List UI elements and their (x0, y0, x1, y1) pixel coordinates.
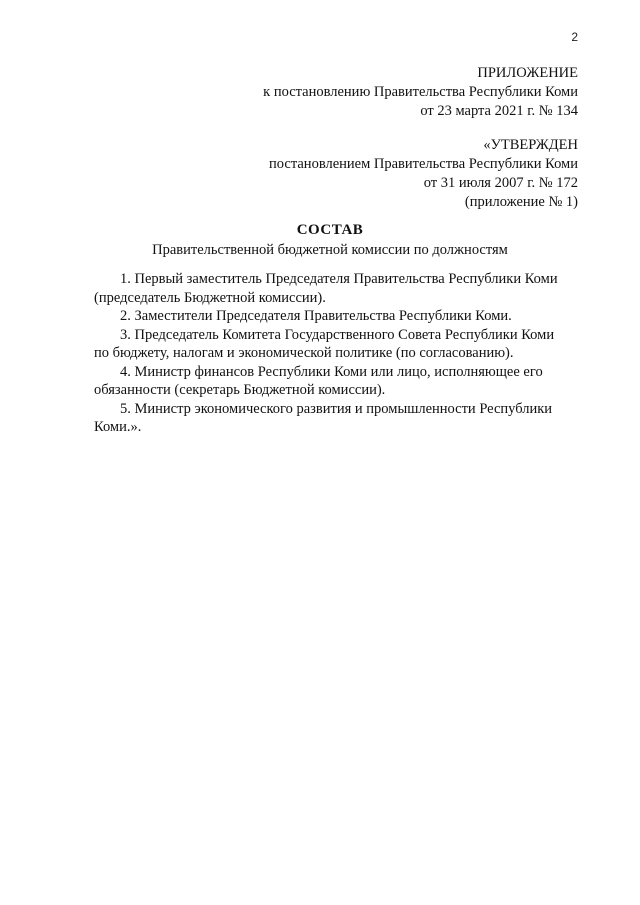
appendix-date: от 23 марта 2021 г. № 134 (420, 103, 578, 119)
list-item-first-line: 3. Председатель Комитета Государственного Совета Республики Коми (120, 326, 555, 343)
approved-annex: (приложение № 1) (464, 194, 578, 210)
list-item-continuation: обязанности (секретарь Бюджетной комиссии). (94, 382, 386, 398)
list-item (94, 326, 578, 363)
approved-title: «УТВЕРЖДЕН (483, 137, 578, 153)
list-item-first-line: 1. Первый заместитель Председателя Правительства Республики Коми (120, 271, 558, 287)
approved-reference: постановлением Правительства Республики Коми (269, 156, 578, 172)
appendix-reference: к постановлению Правительства Республики Коми (263, 84, 578, 100)
list-item (94, 307, 578, 326)
title-main: СОСТАВ (296, 222, 364, 238)
list-item-continuation: Коми.». (94, 419, 142, 435)
approved-date: от 31 июля 2007 г. № 172 (423, 175, 578, 191)
list-item-continuation: по бюджету, налогам и экономической политике (по согласованию). (94, 345, 514, 361)
appendix-header (263, 64, 578, 121)
list-item-first-line: 5. Министр экономического развития и промышленности Республики (120, 400, 553, 417)
list-item-first-line: 2. Заместители Председателя Правительства Республики Коми. (120, 308, 512, 324)
list-item (94, 363, 578, 400)
approved-header (269, 136, 578, 212)
list-item (94, 400, 578, 437)
appendix-title: ПРИЛОЖЕНИЕ (477, 65, 578, 81)
page-number: 2 (571, 30, 578, 44)
list-item-first-line: 4. Министр финансов Республики Коми или лицо, исполняющее его (120, 363, 543, 380)
title-subtitle: Правительственной бюджетной комиссии по должностям (152, 242, 508, 258)
list-item (94, 270, 578, 307)
document-title (0, 220, 640, 260)
composition-list (94, 270, 578, 437)
list-item-continuation: (председатель Бюджетной комиссии). (94, 289, 326, 306)
